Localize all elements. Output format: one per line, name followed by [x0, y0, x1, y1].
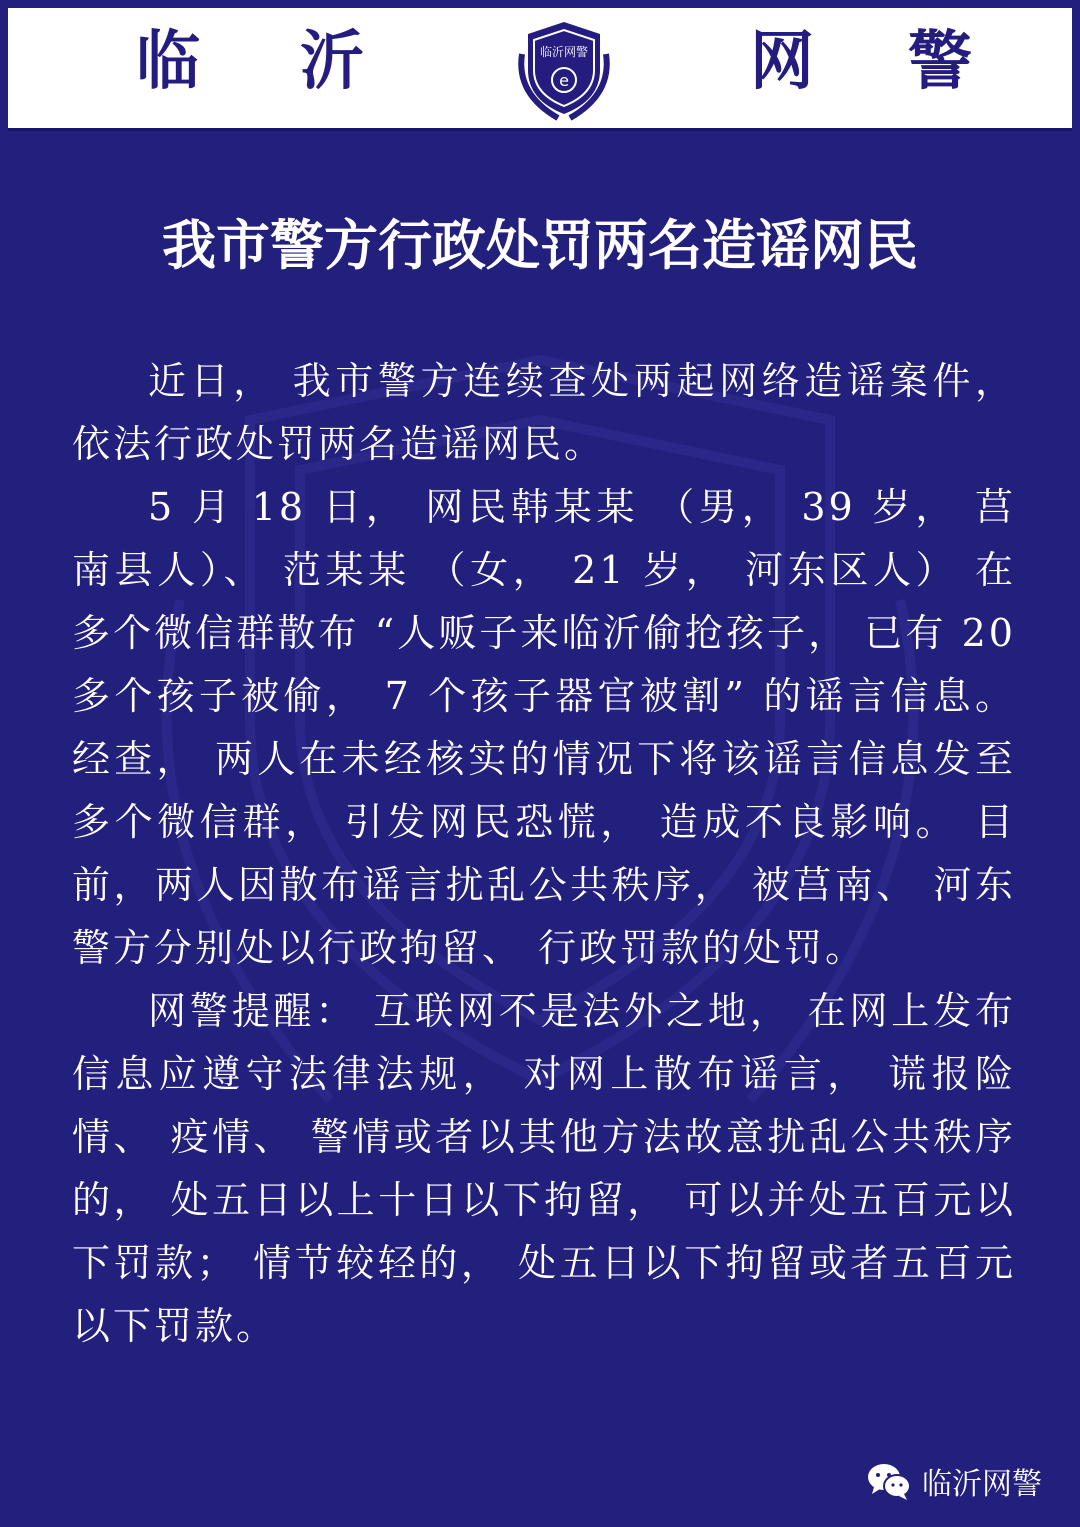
account-name: 临沂网警 [922, 1467, 1042, 1502]
article-body [72, 350, 1016, 1358]
header-banner [8, 8, 1072, 131]
article-title: 我市警方行政处罚两名造谣网民 [162, 213, 918, 277]
badge-label: 临沂网警 [539, 45, 589, 59]
header-char-yi: 沂 [300, 24, 364, 99]
badge-letter: e [559, 71, 569, 90]
paragraph-intro: 近日， 我市警方连续查处两起网络造谣案件， 依法行政处罚两名造谣网民。 [72, 359, 1016, 466]
header-char-jing: 警 [908, 24, 972, 99]
wechat-icon [866, 1461, 912, 1501]
paragraph-reminder: 网警提醒： 互联网不是法外之地， 在网上发布信息应遵守法律法规， 对网上散布谣言， 谎报险情、 疫情、 警情或者以其他方法故意扰乱公共秩序的， 处五日以上十日以下拘留， 可以并处五百元以下罚款； 情节较轻的， 处五日以下拘留或者五百元以下罚款。 [72, 989, 1016, 1348]
header-char-wang: 网 [750, 24, 814, 99]
police-badge-icon [508, 14, 620, 126]
paragraph-case: 5 月 18 日， 网民韩某某 （男， 39 岁， 莒南县人）、 范某某 （女， 21 岁， 河东区人） 在多个微信群散布 “人贩子来临沂偷抢孩子， 已有 20 多个孩子被偷， 7 个孩子器官被割” 的谣言信息。 经查， 两人在未经核实的情况下将该谣言信息发至多个微信群， 引发网民恐慌， 造成不良影响。 目前，两人因散布谣言扰乱公共秩序， 被莒南、 河东警方分别处以行政拘留、 行政罚款的处罚。 [72, 485, 1016, 970]
account-watermark [866, 1456, 1042, 1506]
header-char-lin: 临 [136, 24, 200, 99]
